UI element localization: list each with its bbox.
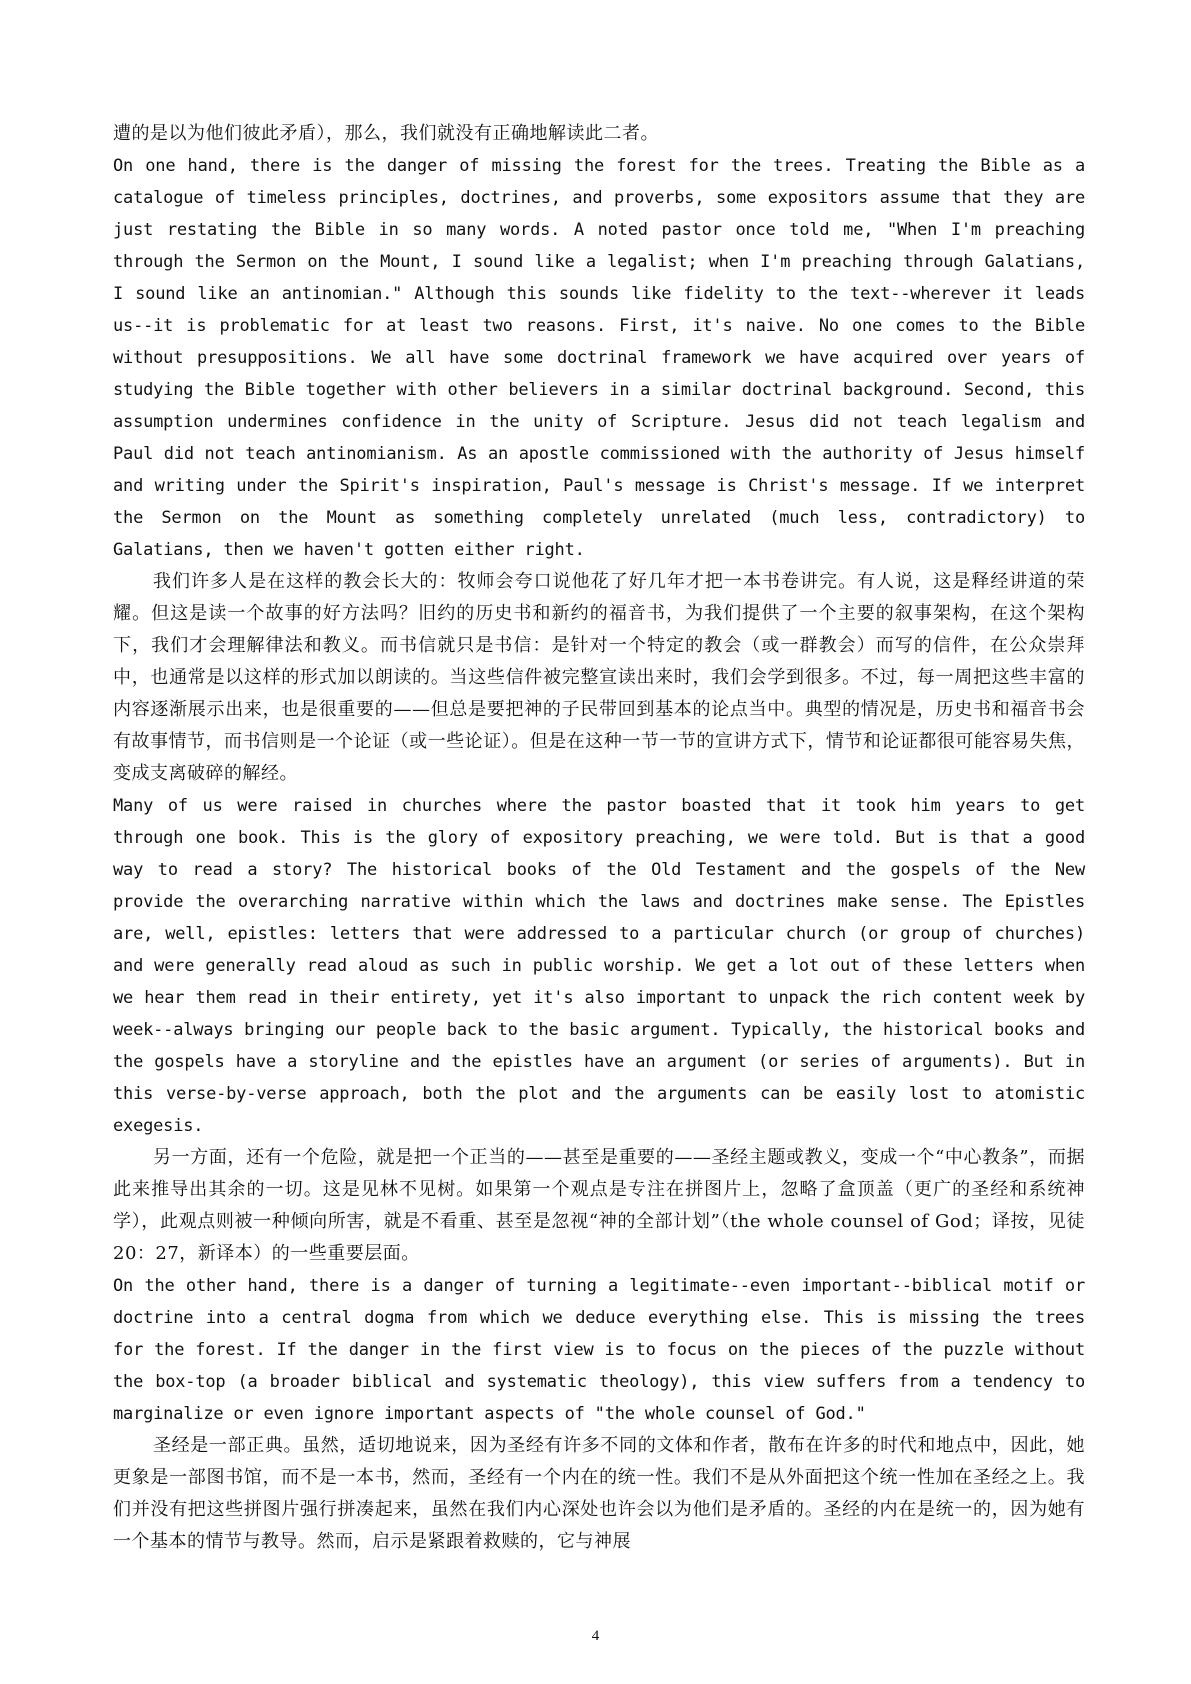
page-number: 4 [591, 1628, 600, 1644]
paragraph-zh-central-dogma: 另一方面，还有一个危险，就是把一个正当的——甚至是重要的——圣经主题或教义，变成一个“中心教条”，而据此来推导出其余的一切。这是见林不见树。如果第一个观点是专注在拼图片上，忽略了盒顶盖（更广的圣经和系统神学），此观点则被一种倾向所害，就是不看重、甚至是忽视“神的全部计划”（the whole counsel of God；译按，见徒 20：27，新译本）的一些重要层面。 [113, 1147, 1085, 1264]
paragraph-zh-canon-unity: 圣经是一部正典。虽然，适切地说来，因为圣经有许多不同的文体和作者，散布在许多的时代和地点中，因此，她更象是一部图书馆，而不是一本书，然而，圣经有一个内在的统一性。我们不是从外面把这个统一性加在圣经之上。我们并没有把这些拼图片强行拼凑起来，虽然在我们内心深处也许会以为他们是矛盾的。圣经的内在是统一的，因为她有一个基本的情节与教导。然而，启示是紧跟着救赎的，它与神展 [113, 1435, 1085, 1552]
page-body [113, 118, 1085, 1558]
paragraph-en-central-dogma: On the other hand, there is a danger of turning a legitimate--even important--biblical motif or doctrine into a central dogma from which we deduce everything else. This is missing the trees for the forest. If the danger in the first view is to focus on the pieces of the puzzle without the box-top (a broader biblical and systematic theology), this view suffers from a tendency to marginalize or even ignore important aspects of "the whole counsel of God." [113, 1276, 1085, 1424]
paragraph-zh-expository-preaching: 我们许多人是在这样的教会长大的：牧师会夸口说他花了好几年才把一本书卷讲完。有人说，这是释经讲道的荣耀。但这是读一个故事的好方法吗？旧约的历史书和新约的福音书，为我们提供了一个主要的叙事架构，在这个架构下，我们才会理解律法和教义。而书信就只是书信：是针对一个特定的教会（或一群教会）而写的信件，在公众崇拜中，也通常是以这样的形式加以朗读的。当这些信件被完整宣读出来时，我们会学到很多。不过，每一周把这些丰富的内容逐渐展示出来，也是很重要的——但总是要把神的子民带回到基本的论点当中。典型的情况是，历史书和福音书会有故事情节，而书信则是一个论证（或一些论证）。但是在这种一节一节的宣讲方式下，情节和论证都很可能容易失焦，变成支离破碎的解经。 [113, 571, 1085, 784]
paragraph-zh-continuation: 遭的是以为他们彼此矛盾），那么，我们就没有正确地解读此二者。 [113, 123, 659, 144]
paragraph-en-expository-preaching: Many of us were raised in churches where the pastor boasted that it took him years to get through one book. This is the glory of expository preaching, we were told. But is that a good way to read a story? The historical books of the Old Testament and the gospels of the New provide the overarching narrative within which the laws and doctrines make sense. The Epistles are, well, epistles: letters that were addressed to a particular church (or group of churches) and were generally read aloud as such in public worship. We get a lot out of these letters when we hear them read in their entirety, yet it's also important to unpack the rich content week by week--always bringing our people back to the basic argument. Typically, the historical books and the gospels have a storyline and the epistles have an argument (or series of arguments). But in this verse-by-verse approach, both the plot and the arguments can be easily lost to atomistic exegesis. [113, 796, 1085, 1136]
paragraph-en-forest-for-trees: On one hand, there is the danger of missing the forest for the trees. Treating the Bible as a catalogue of timeless principles, doctrines, and proverbs, some expositors assume that they are just restating the Bible in so many words. A noted pastor once told me, "When I'm preaching through the Sermon on the Mount, I sound like a legalist; when I'm preaching through Galatians, I sound like an antinomian." Although this sounds like fidelity to the text--wherever it leads us--it is problematic for at least two reasons. First, it's naive. No one comes to the Bible without presuppositions. We all have some doctrinal framework we have acquired over years of studying the Bible together with other believers in a similar doctrinal background. Second, this assumption undermines confidence in the unity of Scripture. Jesus did not teach legalism and Paul did not teach antinomianism. As an apostle commissioned with the authority of Jesus himself and writing under the Spirit's inspiration, Paul's message is Christ's message. If we interpret the Sermon on the Mount as something completely unrelated (much less, contradictory) to Galatians, then we haven't gotten either right. [113, 156, 1085, 560]
